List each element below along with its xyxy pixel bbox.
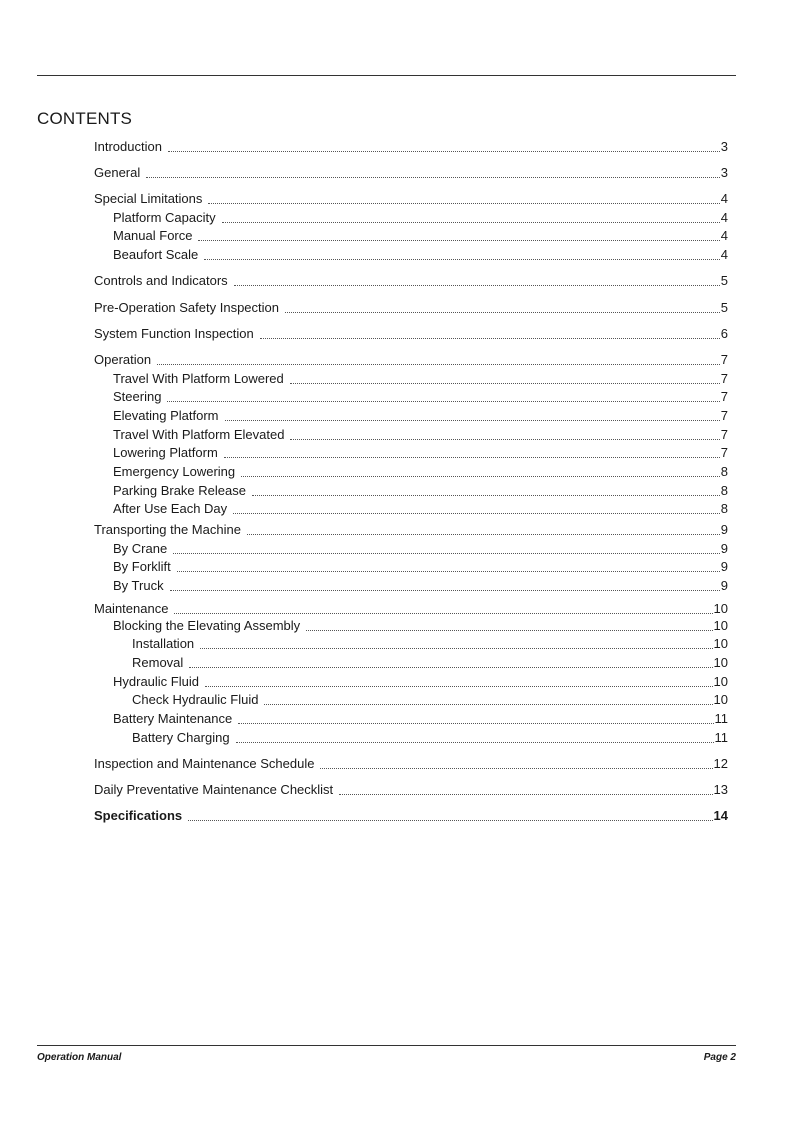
page-title: CONTENTS <box>37 109 133 128</box>
toc-entry[interactable] <box>94 521 728 539</box>
toc-entry-page-number: 7 <box>720 427 728 442</box>
toc-entry-page-number: 10 <box>713 601 728 616</box>
toc-entry-page-number: 10 <box>713 674 728 689</box>
toc-entry[interactable] <box>113 407 728 425</box>
toc-entry-page-number: 13 <box>713 782 728 797</box>
toc-entry[interactable] <box>113 463 728 481</box>
toc-dot-leader <box>189 667 712 668</box>
toc-entry-label: Controls and Indicators <box>94 273 228 288</box>
toc-entry-page-number: 11 <box>714 711 728 726</box>
toc-entry-page-number: 3 <box>720 165 728 180</box>
toc-entry-label: Travel With Platform Elevated <box>113 427 285 442</box>
toc-entry-label: By Truck <box>113 578 164 593</box>
toc-entry-label: Inspection and Maintenance Schedule <box>94 756 315 771</box>
toc-entry-label: Daily Preventative Maintenance Checklist <box>94 782 334 797</box>
toc-entry[interactable] <box>113 482 728 500</box>
toc-entry-page-number: 7 <box>720 352 728 367</box>
toc-entry-page-number: 8 <box>720 464 728 479</box>
toc-dot-leader <box>222 222 720 223</box>
toc-dot-leader <box>205 686 713 687</box>
toc-dot-leader <box>260 338 720 339</box>
toc-entry-page-number: 4 <box>720 247 728 262</box>
toc-entry-page-number: 4 <box>720 210 728 225</box>
toc-entry[interactable] <box>113 500 728 518</box>
toc-entry-label: Blocking the Elevating Assembly <box>113 618 301 633</box>
toc-dot-leader <box>233 513 720 514</box>
toc-dot-leader <box>238 723 713 724</box>
toc-entry-label: Elevating Platform <box>113 408 219 423</box>
toc-dot-leader <box>247 534 720 535</box>
toc-entry-page-number: 8 <box>720 501 728 516</box>
toc-entry[interactable] <box>113 388 728 406</box>
toc-entry-page-number: 4 <box>720 228 728 243</box>
toc-dot-leader <box>177 571 720 572</box>
toc-entry-page-number: 6 <box>720 326 728 341</box>
toc-dot-leader <box>146 177 720 178</box>
toc-entry-page-number: 14 <box>713 808 728 823</box>
toc-dot-leader <box>252 495 720 496</box>
toc-entry-label: Battery Maintenance <box>113 711 233 726</box>
footer-rule <box>37 1045 736 1046</box>
toc-entry[interactable] <box>94 781 728 799</box>
toc-dot-leader <box>225 420 720 421</box>
toc-entry-label: Manual Force <box>113 228 193 243</box>
toc-entry-label: Hydraulic Fluid <box>113 674 199 689</box>
toc-entry[interactable] <box>113 617 728 635</box>
toc-entry-page-number: 10 <box>713 618 728 633</box>
toc-entry[interactable] <box>94 164 728 182</box>
toc-dot-leader <box>173 553 720 554</box>
toc-dot-leader <box>306 630 712 631</box>
toc-entry[interactable] <box>113 558 728 576</box>
toc-entry-label: After Use Each Day <box>113 501 228 516</box>
toc-dot-leader <box>174 613 712 614</box>
toc-entry-page-number: 3 <box>720 139 728 154</box>
toc-entry[interactable] <box>94 755 728 773</box>
toc-entry-label: By Crane <box>113 541 168 556</box>
toc-entry-page-number: 12 <box>713 756 728 771</box>
toc-entry-page-number: 10 <box>713 636 728 651</box>
toc-entry-label: Beaufort Scale <box>113 247 199 262</box>
toc-entry-label: Installation <box>132 636 195 651</box>
toc-dot-leader <box>208 203 719 204</box>
toc-dot-leader <box>285 312 720 313</box>
toc-dot-leader <box>204 259 719 260</box>
toc-entry[interactable] <box>94 272 728 290</box>
toc-dot-leader <box>290 383 720 384</box>
toc-entry[interactable] <box>94 138 728 156</box>
toc-entry-label: Parking Brake Release <box>113 483 246 498</box>
toc-dot-leader <box>198 240 719 241</box>
toc-entry[interactable] <box>94 351 728 369</box>
toc-entry[interactable] <box>113 577 728 595</box>
toc-entry[interactable] <box>113 540 728 558</box>
toc-entry-page-number: 9 <box>720 541 728 556</box>
toc-entry-page-number: 10 <box>713 692 728 707</box>
toc-entry-label: Pre-Operation Safety Inspection <box>94 300 279 315</box>
toc-dot-leader <box>264 704 712 705</box>
toc-entry[interactable] <box>132 635 728 653</box>
toc-dot-leader <box>241 476 720 477</box>
toc-dot-leader <box>157 364 720 365</box>
toc-entry-page-number: 7 <box>720 389 728 404</box>
toc-entry-page-number: 5 <box>720 273 728 288</box>
toc-entry-label: Lowering Platform <box>113 445 218 460</box>
toc-entry-label: Specifications <box>94 808 183 823</box>
toc-entry[interactable] <box>113 426 728 444</box>
toc-entry[interactable] <box>132 654 728 672</box>
toc-dot-leader <box>170 590 720 591</box>
toc-entry[interactable] <box>132 729 728 747</box>
toc-entry-label: Introduction <box>94 139 162 154</box>
toc-entry[interactable] <box>94 325 728 343</box>
toc-entry-page-number: 7 <box>720 408 728 423</box>
toc-entry-page-number: 9 <box>720 559 728 574</box>
toc-entry-label: By Forklift <box>113 559 171 574</box>
toc-dot-leader <box>234 285 720 286</box>
toc-entry-page-number: 7 <box>720 445 728 460</box>
toc-entry[interactable] <box>132 691 728 709</box>
toc-dot-leader <box>168 151 720 152</box>
toc-entry[interactable] <box>113 246 728 264</box>
toc-dot-leader <box>320 768 712 769</box>
toc-entry[interactable] <box>113 227 728 245</box>
toc-entry-label: Special Limitations <box>94 191 203 206</box>
footer-page-number: Page 2 <box>703 1052 736 1063</box>
toc-entry-label: System Function Inspection <box>94 326 254 341</box>
toc-entry-page-number: 9 <box>720 522 728 537</box>
toc-entry[interactable] <box>113 209 728 227</box>
toc-dot-leader <box>224 457 720 458</box>
toc-entry-label: Emergency Lowering <box>113 464 236 479</box>
toc-entry-label: Removal <box>132 655 184 670</box>
toc-entry[interactable] <box>113 673 728 691</box>
toc-entry-label: Battery Charging <box>132 730 230 745</box>
toc-entry[interactable] <box>113 444 728 462</box>
toc-entry-label: Check Hydraulic Fluid <box>132 692 259 707</box>
toc-entry-label: Travel With Platform Lowered <box>113 371 284 386</box>
toc-dot-leader <box>200 648 712 649</box>
toc-entry-page-number: 5 <box>720 300 728 315</box>
toc-entry-label: Platform Capacity <box>113 210 216 225</box>
footer-document-title: Operation Manual <box>37 1052 122 1063</box>
toc-dot-leader <box>167 401 719 402</box>
toc-entry[interactable] <box>94 600 728 618</box>
toc-entry[interactable] <box>94 190 728 208</box>
toc-entry-label: General <box>94 165 141 180</box>
toc-dot-leader <box>290 439 719 440</box>
toc-entry-page-number: 7 <box>720 371 728 386</box>
toc-entry-label: Steering <box>113 389 162 404</box>
toc-entry[interactable] <box>94 299 728 317</box>
toc-entry[interactable] <box>113 710 728 728</box>
toc-entry-page-number: 4 <box>720 191 728 206</box>
toc-entry-page-number: 11 <box>714 730 728 745</box>
toc-entry[interactable] <box>113 370 728 388</box>
toc-dot-leader <box>236 742 714 743</box>
toc-entry-page-number: 10 <box>713 655 728 670</box>
toc-entry-label: Maintenance <box>94 601 169 616</box>
toc-entry-label: Operation <box>94 352 152 367</box>
toc-entry-page-number: 8 <box>720 483 728 498</box>
toc-entry-page-number: 9 <box>720 578 728 593</box>
toc-entry[interactable] <box>94 807 728 825</box>
toc-entry-label: Transporting the Machine <box>94 522 241 537</box>
toc-dot-leader <box>339 794 712 795</box>
toc-dot-leader <box>188 820 712 821</box>
